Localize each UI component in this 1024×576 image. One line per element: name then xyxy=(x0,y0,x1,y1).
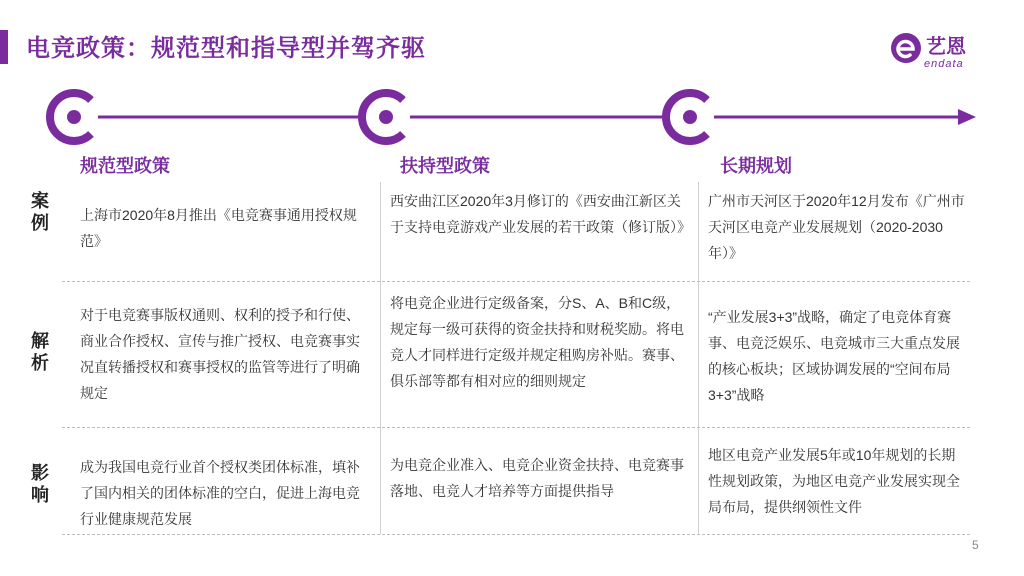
logo-text: 艺恩 xyxy=(926,36,966,58)
column-divider xyxy=(380,182,381,534)
cell-analysis-regulatory: 对于电竞赛事版权通则、权利的授予和行使、商业合作授权、宣传与推广授权、电竞赛事实况直转播授权和赛事授权的监管等进行了明确规定 xyxy=(80,307,360,401)
cell-case-support: 西安曲江区2020年3月修订的《西安曲江新区关于支持电竞游戏产业发展的若干政策（修订版）》 xyxy=(390,193,691,235)
logo-subtext: endata xyxy=(924,58,964,70)
row-divider xyxy=(62,281,970,282)
column-header-regulatory: 规范型政策 xyxy=(80,156,170,176)
page-title: 电竞政策：规范型和指导型并驾齐驱 xyxy=(26,35,426,62)
timeline-c-icon xyxy=(666,93,714,141)
title-accent-bar xyxy=(0,30,8,64)
column-header-support: 扶持型政策 xyxy=(400,156,490,176)
cell-analysis-support: 将电竞企业进行定级备案，分S、A、B和C级，规定每一级可获得的资金扶持和财税奖励。将电竞人才同样进行定级并规定租购房补贴。赛事、俱乐部等都有相对应的细则规定 xyxy=(390,295,684,389)
cell-impact-long-term: 地区电竞产业发展5年或10年规划的长期性规划政策，为地区电竞产业发展实现全局布局，提供纲领性文件 xyxy=(708,447,960,515)
cell-case-regulatory: 上海市2020年8月推出《电竞赛事通用授权规范》 xyxy=(80,207,357,249)
timeline-c-icon xyxy=(50,93,98,141)
cell-impact-support: 为电竞企业准入、电竞企业资金扶持、电竞赛事落地、电竞人才培养等方面提供指导 xyxy=(390,457,684,499)
cell-impact-regulatory: 成为我国电竞行业首个授权类团体标准，填补了国内相关的团体标准的空白，促进上海电竞行业健康规范发展 xyxy=(80,459,360,527)
row-label-case: 案例 xyxy=(31,191,49,233)
row-label-impact: 影响 xyxy=(31,463,49,505)
timeline xyxy=(0,88,1024,148)
row-label-analysis: 解析 xyxy=(31,331,49,373)
endata-logo-icon xyxy=(888,30,924,66)
cell-case-long-term: 广州市天河区于2020年12月发布《广州市天河区电竞产业发展规划（2020-2030年）》 xyxy=(708,193,965,261)
cell-analysis-long-term: “产业发展3+3”战略，确定了电竞体育赛事、电竞泛娱乐、电竞城市三大重点发展的核心板块；区域协调发展的“空间布局3+3”战略 xyxy=(708,309,960,403)
row-divider xyxy=(62,534,970,535)
column-divider xyxy=(698,182,699,534)
timeline-c-icon xyxy=(362,93,410,141)
arrow-right-icon xyxy=(958,109,976,125)
column-header-long-term: 长期规划 xyxy=(720,156,792,176)
row-divider xyxy=(62,427,970,428)
page-number: 5 xyxy=(972,538,979,552)
endata-logo xyxy=(888,26,998,76)
